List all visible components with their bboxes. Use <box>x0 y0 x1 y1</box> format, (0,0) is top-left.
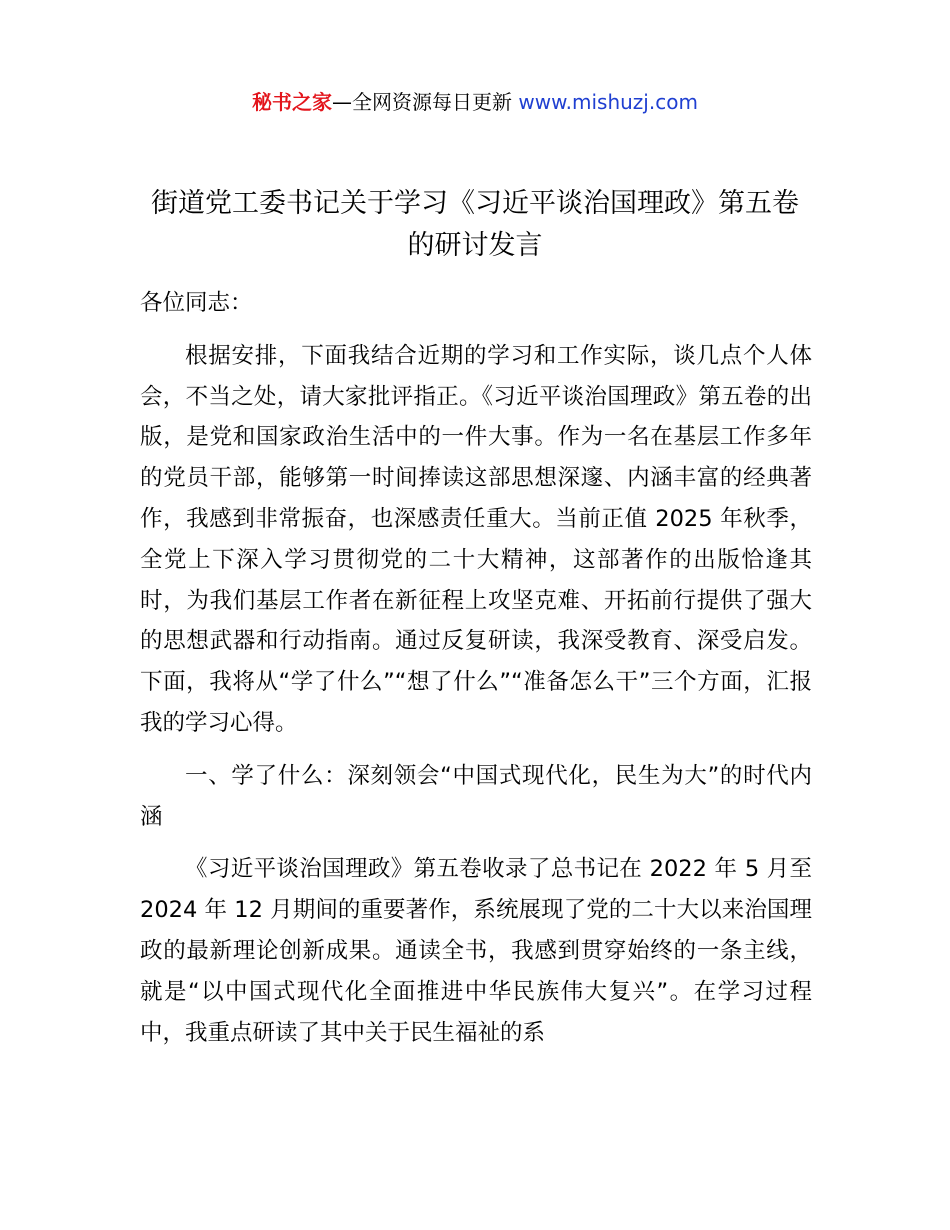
page-header <box>0 88 950 116</box>
header-tagline: —全网资源每日更新 <box>332 90 519 114</box>
section-heading-1: 一、学了什么：深刻领会“中国式现代化，民生为大”的时代内涵 <box>140 762 812 830</box>
brand-name: 秘书之家 <box>252 90 333 114</box>
paragraph-intro: 根据安排，下面我结合近期的学习和工作实际，谈几点个人体会，不当之处，请大家批评指正。《习近平谈治国理政》第五卷的出版，是党和国家政治生活中的一件大事。作为一名在基层工作多年的党员干部，能够第一时间捧读这部思想深邃、内涵丰富的经典著作，我感到非常振奋，也深感责任重大。当前正值 2025 年秋季，全党上下深入学习贯彻党的二十大精神，这部著作的出版恰逢其时，为我们基层工作者在新征程上攻坚克难、开拓前行提供了强大的思想武器和行动指南。通过反复研读，我深受教育、深受启发。下面，我将从“学了什么”“想了什么”“准备怎么干”三个方面，汇报我的学习心得。 <box>140 342 812 736</box>
greeting: 各位同志： <box>140 290 253 316</box>
site-link[interactable]: www.mishuzj.com <box>518 90 698 114</box>
document-title: 街道党工委书记关于学习《习近平谈治国理政》第五卷的研讨发言 <box>151 188 799 261</box>
document-body <box>140 283 812 1065</box>
paragraph-section-1: 《习近平谈治国理政》第五卷收录了总书记在 2022 年 5 月至 2024 年 12 月期间的重要著作，系统展现了党的二十大以来治国理政的最新理论创新成果。通读全书，我感到贯穿始终的一条主线，就是“以中国式现代化全面推进中华民族伟大复兴”。在学习过程中，我重点研读了其中关于民生福祉的系 <box>140 856 812 1046</box>
